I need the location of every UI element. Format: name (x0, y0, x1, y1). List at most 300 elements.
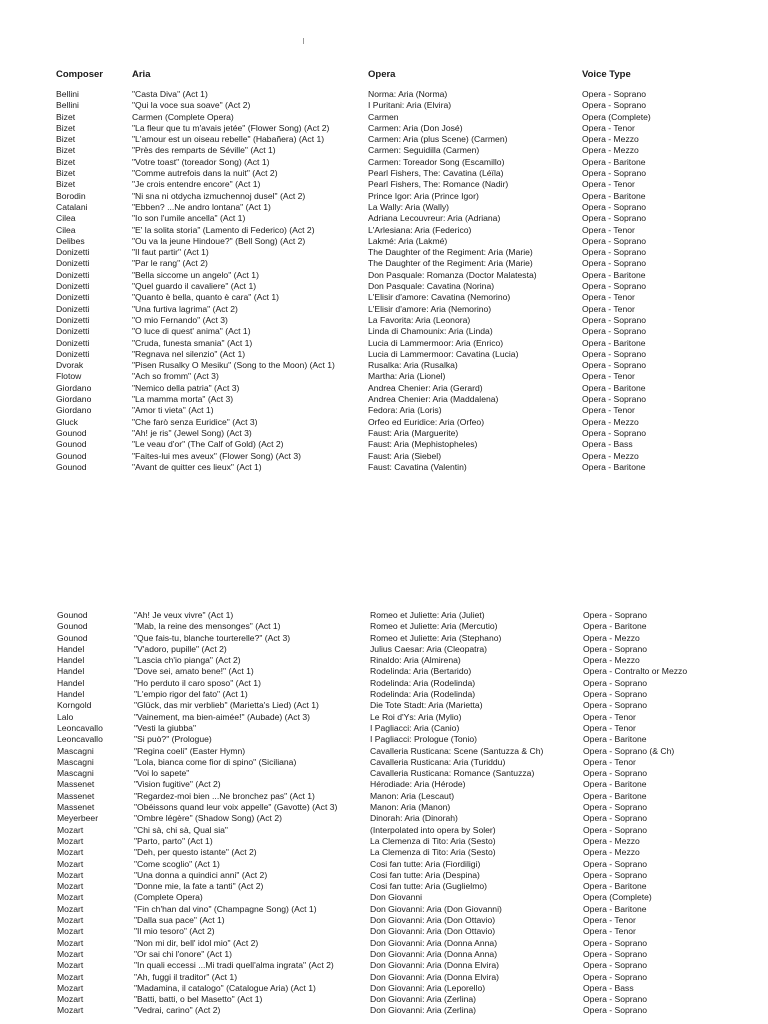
opera-cell: Rusalka: Aria (Rusalka) (368, 360, 458, 371)
voice-type-cell: Opera - Soprano (583, 768, 648, 779)
aria-cell: "Ou va la jeune Hindoue?" (Bell Song) (Act 2) (132, 235, 306, 246)
table-row (0, 836, 768, 847)
composer-cell: Gluck (56, 416, 78, 427)
table-row (0, 134, 768, 145)
table-row (0, 768, 768, 779)
table-row (0, 938, 768, 949)
opera-cell: Dinorah: Aria (Dinorah) (370, 813, 458, 824)
voice-type-cell: Opera - Tenor (582, 303, 635, 314)
table-row (0, 802, 768, 813)
voice-type-cell: Opera - Baritone (583, 881, 647, 892)
voice-type-cell: Opera - Soprano (582, 247, 647, 258)
voice-type-cell: Opera - Baritone (583, 621, 647, 632)
opera-cell: Le Roi d'Ys: Aria (Mylio) (370, 711, 462, 722)
table-row (0, 712, 768, 723)
table-row (0, 394, 768, 405)
opera-cell: Pearl Fishers, The: Cavatina (Léïla) (368, 168, 504, 179)
aria-cell: "Qui la voce sua soave" (Act 2) (132, 100, 251, 111)
voice-type-cell: Opera - Baritone (583, 790, 647, 801)
table-row (0, 451, 768, 462)
composer-cell: Massenet (57, 802, 95, 813)
composer-cell: Donizetti (56, 337, 90, 348)
opera-cell: Lucia di Lammermoor: Cavatina (Lucia) (368, 348, 519, 359)
table-row (0, 258, 768, 269)
aria-cell: "Mab, la reine des mensonges" (Act 1) (134, 621, 281, 632)
composer-cell: Mozart (57, 892, 84, 903)
composer-cell: Cilea (56, 213, 76, 224)
voice-type-cell: Opera - Tenor (583, 722, 636, 733)
voice-type-cell: Opera - Tenor (583, 711, 636, 722)
opera-cell: L'Arlesiana: Aria (Federico) (368, 224, 472, 235)
aria-cell: "Vesti la giubba" (134, 722, 197, 733)
voice-type-cell: Opera - Soprano (583, 971, 648, 982)
opera-cell: Faust: Aria (Siebel) (368, 450, 442, 461)
composer-cell: Gounod (57, 610, 88, 620)
composer-cell: Mozart (57, 858, 84, 869)
opera-cell: L'Elisir d'amore: Aria (Nemorino) (368, 303, 492, 314)
composer-cell: Mozart (57, 1005, 84, 1016)
composer-cell: Mozart (57, 824, 84, 835)
aria-cell: "Regina coeli" (Easter Hymn) (134, 745, 246, 756)
opera-cell: Cosi fan tutte: Aria (Guglielmo) (370, 881, 488, 892)
voice-type-cell: Opera - Baritone (582, 461, 646, 472)
table-row (0, 292, 768, 303)
opera-cell: Norma: Aria (Norma) (368, 89, 448, 99)
aria-cell: "Io son l'umile ancella" (Act 1) (132, 213, 246, 224)
opera-cell: Orfeo ed Euridice: Aria (Orfeo) (368, 416, 485, 427)
aria-cell: "V'adoro, pupille" (Act 2) (134, 643, 227, 654)
opera-cell: La Clemenza di Tito: Aria (Sesto) (370, 835, 496, 846)
voice-type-cell: Opera - Soprano (582, 427, 647, 438)
table-row (0, 383, 768, 394)
table-row (0, 315, 768, 326)
table-row (0, 666, 768, 677)
table-row (0, 915, 768, 926)
aria-cell: "Regnava nel silenzio" (Act 1) (132, 348, 246, 359)
composer-cell: Mozart (57, 994, 84, 1005)
opera-cell: Romeo et Juliette: Aria (Juliet) (370, 610, 485, 620)
composer-cell: Donizetti (56, 258, 90, 269)
opera-cell: Lucia di Lammermoor: Aria (Enrico) (368, 337, 504, 348)
table-row (0, 633, 768, 644)
opera-cell: Pearl Fishers, The: Romance (Nadir) (368, 179, 509, 190)
table-row (0, 700, 768, 711)
aria-cell: "L'empio rigor del fato" (Act 1) (134, 689, 248, 700)
voice-type-cell: Opera - Soprano (582, 314, 647, 325)
table-block-bottom (0, 610, 768, 1017)
voice-type-cell: Opera - Contralto or Mezzo (583, 666, 688, 677)
aria-cell: "Come scoglio" (Act 1) (134, 858, 220, 869)
opera-cell: Don Giovanni: Aria (Donna Elvira) (370, 960, 499, 971)
opera-cell: La Wally: Aria (Wally) (368, 201, 450, 212)
voice-type-cell: Opera - Soprano (583, 643, 648, 654)
voice-type-cell: Opera - Soprano (582, 201, 647, 212)
voice-type-cell: Opera - Soprano (583, 689, 648, 700)
composer-cell: Cilea (56, 224, 76, 235)
table-row (0, 734, 768, 745)
aria-cell: "Il mio tesoro" (Act 2) (134, 926, 215, 937)
composer-cell: Donizetti (56, 269, 90, 280)
composer-cell: Korngold (57, 700, 92, 711)
aria-cell: "Dalla sua pace" (Act 1) (134, 915, 225, 926)
voice-type-cell: Opera - Soprano (583, 948, 648, 959)
table-row (0, 1005, 768, 1016)
opera-cell: Carmen: Toreador Song (Escamillo) (368, 156, 505, 167)
voice-type-cell: Opera - Tenor (583, 756, 636, 767)
voice-type-cell: Opera - Soprano (582, 394, 647, 405)
opera-cell: Don Giovanni: Aria (Don Giovanni) (370, 903, 502, 914)
table-row (0, 157, 768, 168)
table-row (0, 179, 768, 190)
table-row (0, 371, 768, 382)
aria-cell: "Ho perduto il caro sposo" (Act 1) (134, 677, 261, 688)
opera-cell: Don Pasquale: Romanza (Doctor Malatesta) (368, 269, 537, 280)
table-row (0, 972, 768, 983)
aria-cell: "Si può?" (Prologue) (134, 734, 212, 745)
opera-cell: Fedora: Aria (Loris) (368, 405, 442, 416)
opera-cell: La Clemenza di Tito: Aria (Sesto) (370, 847, 496, 858)
voice-type-cell: Opera - Baritone (582, 337, 646, 348)
aria-cell: "Parto, parto" (Act 1) (134, 835, 213, 846)
opera-cell: Andrea Chenier: Aria (Maddalena) (368, 394, 499, 405)
composer-cell: Catalani (56, 201, 88, 212)
composer-cell: Flotow (56, 371, 82, 382)
opera-cell: Die Tote Stadt: Aria (Marietta) (370, 700, 483, 711)
aria-cell: "Pisen Rusalky O Mesiku" (Song to the Moon) (Act 1) (132, 360, 335, 371)
composer-cell: Mozart (57, 937, 84, 948)
composer-cell: Mozart (57, 835, 84, 846)
composer-cell: Mozart (57, 926, 84, 937)
table-row (0, 892, 768, 903)
table-row (0, 462, 768, 473)
voice-type-cell: Opera - Mezzo (583, 632, 640, 643)
table-row (0, 112, 768, 123)
aria-cell: "Casta Diva" (Act 1) (132, 89, 208, 99)
opera-cell: Don Giovanni: Aria (Don Ottavio) (370, 915, 496, 926)
table-row (0, 202, 768, 213)
composer-cell: Bellini (56, 100, 79, 111)
composer-cell: Dvorak (56, 360, 84, 371)
aria-cell: "Ach so fromm" (Act 3) (132, 371, 219, 382)
voice-type-cell: Opera - Soprano (582, 281, 647, 292)
opera-cell: I Pagliacci: Aria (Canio) (370, 722, 460, 733)
composer-cell: Mascagni (57, 745, 94, 756)
composer-cell: Mozart (57, 903, 84, 914)
table-row (0, 960, 768, 971)
table-row (0, 859, 768, 870)
table-row (0, 949, 768, 960)
composer-cell: Handel (57, 689, 85, 700)
aria-cell: "Par le rang" (Act 2) (132, 258, 208, 269)
opera-cell: Carmen: Aria (Don José) (368, 122, 463, 133)
table-row (0, 439, 768, 450)
voice-type-cell: Opera - Baritone (583, 734, 647, 745)
aria-cell: "Glück, das mir verblieb" (Marietta's Lied) (Act 1) (134, 700, 319, 711)
aria-cell: "Chi sà, chi sà, Qual sia" (134, 824, 228, 835)
composer-cell: Gounod (56, 450, 87, 461)
composer-cell: Gounod (56, 427, 87, 438)
opera-cell: Cavalleria Rusticana: Romance (Santuzza) (370, 768, 535, 779)
aria-cell: "Donne mie, la fate a tanti" (Act 2) (134, 881, 264, 892)
composer-cell: Giordano (56, 382, 92, 393)
scan-mark (303, 38, 304, 44)
aria-cell: "Una donna a quindici anni" (Act 2) (134, 869, 268, 880)
aria-cell: "Non mi dir, bell' idol mio" (Act 2) (134, 937, 259, 948)
composer-cell: Bizet (56, 156, 76, 167)
opera-cell: Cavalleria Rusticana: Aria (Turiddu) (370, 756, 506, 767)
aria-cell: "Ebben? ...Ne andro lontana" (Act 1) (132, 201, 271, 212)
opera-cell: Don Giovanni: Aria (Leporello) (370, 982, 486, 993)
voice-type-cell: Opera - Tenor (583, 915, 636, 926)
table-row (0, 825, 768, 836)
composer-cell: Mozart (57, 971, 84, 982)
voice-type-cell: Opera - Tenor (582, 405, 635, 416)
table-row (0, 168, 768, 179)
table-row (0, 225, 768, 236)
aria-cell: "Quanto è bella, quanto è cara" (Act 1) (132, 292, 280, 303)
table-row (0, 304, 768, 315)
composer-cell: Handel (57, 677, 85, 688)
composer-cell: Donizetti (56, 326, 90, 337)
composer-cell: Bizet (56, 145, 76, 156)
composer-cell: Gounod (56, 461, 87, 472)
voice-type-cell: Opera - Soprano (583, 802, 648, 813)
voice-type-cell: Opera - Soprano (583, 994, 648, 1005)
aria-cell: "Obéissons quand leur voix appelle" (Gavotte) (Act 3) (134, 802, 338, 813)
composer-cell: Gounod (56, 439, 87, 450)
voice-type-cell: Opera - Tenor (582, 224, 635, 235)
opera-cell: Martha: Aria (Lionel) (368, 371, 446, 382)
composer-cell: Giordano (56, 405, 92, 416)
opera-cell: Don Giovanni: Aria (Don Ottavio) (370, 926, 496, 937)
voice-type-cell: Opera - Baritone (582, 156, 646, 167)
voice-type-cell: Opera - Mezzo (582, 450, 639, 461)
composer-cell: Gounod (57, 621, 88, 632)
composer-cell: Bizet (56, 168, 76, 179)
opera-cell: Romeo et Juliette: Aria (Stephano) (370, 632, 502, 643)
opera-cell: Carmen: Aria (plus Scene) (Carmen) (368, 134, 508, 145)
aria-cell: "Voi lo sapete" (134, 768, 190, 779)
composer-cell: Lalo (57, 711, 74, 722)
aria-cell: "Che farò senza Euridice" (Act 3) (132, 416, 258, 427)
table-row (0, 926, 768, 937)
table-row (0, 610, 768, 621)
voice-type-cell: Opera - Soprano (583, 858, 648, 869)
table-row (0, 644, 768, 655)
composer-cell: Handel (57, 643, 85, 654)
composer-cell: Donizetti (56, 281, 90, 292)
voice-type-cell: Opera - Baritone (583, 779, 647, 790)
composer-cell: Bizet (56, 122, 76, 133)
composer-cell: Handel (57, 655, 85, 666)
table-row (0, 405, 768, 416)
aria-cell: "Que fais-tu, blanche tourterelle?" (Act 3) (134, 632, 291, 643)
composer-cell: Meyerbeer (57, 813, 99, 824)
opera-cell: Cosi fan tutte: Aria (Despina) (370, 869, 480, 880)
composer-cell: Mozart (57, 847, 84, 858)
voice-type-cell: Opera - Mezzo (582, 416, 639, 427)
table-row (0, 983, 768, 994)
voice-type-cell: Opera - Soprano (582, 360, 647, 371)
table-row (0, 247, 768, 258)
opera-cell: Linda di Chamounix: Aria (Linda) (368, 326, 493, 337)
aria-cell: "L'amour est un oiseau rebelle" (Habañera) (Act 1) (132, 134, 325, 145)
table-row (0, 123, 768, 134)
aria-cell: "Votre toast" (toreador Song) (Act 1) (132, 156, 270, 167)
header-aria: Aria (132, 69, 151, 80)
voice-type-cell: Opera - Bass (582, 439, 633, 450)
opera-cell: Rodelinda: Aria (Rodelinda) (370, 689, 476, 700)
table-row (0, 904, 768, 915)
table-block-top (0, 89, 768, 473)
composer-cell: Bizet (56, 111, 76, 122)
opera-cell: Faust: Aria (Marguerite) (368, 427, 459, 438)
composer-cell: Massenet (57, 779, 95, 790)
opera-cell: Don Pasquale: Cavatina (Norina) (368, 281, 495, 292)
voice-type-cell: Opera - Soprano (582, 326, 647, 337)
voice-type-cell: Opera - Mezzo (582, 134, 639, 145)
voice-type-cell: Opera - Soprano (582, 213, 647, 224)
voice-type-cell: Opera - Soprano (582, 235, 647, 246)
composer-cell: Giordano (56, 394, 92, 405)
table-row (0, 417, 768, 428)
opera-cell: Carmen: Seguidilla (Carmen) (368, 145, 480, 156)
table-row (0, 236, 768, 247)
opera-cell: Don Giovanni (370, 892, 423, 903)
opera-cell: Manon: Aria (Lescaut) (370, 790, 455, 801)
aria-cell: "In quali eccessi ...Mi tradi quell'alma ingrata" (Act 2) (134, 960, 334, 971)
opera-cell: Don Giovanni: Aria (Donna Elvira) (370, 971, 499, 982)
composer-cell: Leoncavallo (57, 722, 103, 733)
composer-cell: Donizetti (56, 348, 90, 359)
opera-cell: Don Giovanni: Aria (Donna Anna) (370, 937, 498, 948)
table-row (0, 326, 768, 337)
aria-cell: "Lascia ch'io pianga" (Act 2) (134, 655, 241, 666)
composer-cell: Mozart (57, 948, 84, 959)
composer-cell: Mascagni (57, 756, 94, 767)
table-row (0, 655, 768, 666)
composer-cell: Massenet (57, 790, 95, 801)
table-row (0, 213, 768, 224)
voice-type-cell: Opera - Mezzo (583, 847, 640, 858)
composer-cell: Mozart (57, 881, 84, 892)
voice-type-cell: Opera - Tenor (582, 179, 635, 190)
table-row (0, 281, 768, 292)
aria-cell: "La fleur que tu m'avais jetée" (Flower Song) (Act 2) (132, 122, 330, 133)
aria-cell: "Ah! je ris" (Jewel Song) (Act 3) (132, 427, 252, 438)
composer-cell: Donizetti (56, 303, 90, 314)
opera-cell: The Daughter of the Regiment: Aria (Marie) (368, 258, 533, 269)
aria-cell: "La mamma morta" (Act 3) (132, 394, 234, 405)
opera-cell: Faust: Aria (Mephistopheles) (368, 439, 478, 450)
opera-cell: Rinaldo: Aria (Almirena) (370, 655, 461, 666)
aria-cell: "Le veau d'or" (The Calf of Gold) (Act 2) (132, 439, 284, 450)
voice-type-cell: Opera - Soprano (583, 700, 648, 711)
table-row (0, 270, 768, 281)
voice-type-cell: Opera - Baritone (582, 382, 646, 393)
composer-cell: Bizet (56, 179, 76, 190)
aria-cell: "Batti, batti, o bel Masetto" (Act 1) (134, 994, 263, 1005)
aria-cell: "O mio Fernando" (Act 3) (132, 314, 228, 325)
composer-cell: Mozart (57, 960, 84, 971)
header-opera: Opera (368, 69, 396, 80)
voice-type-cell: Opera - Soprano (& Ch) (583, 745, 675, 756)
table-row (0, 779, 768, 790)
opera-cell: Don Giovanni: Aria (Zerlina) (370, 1005, 477, 1016)
aria-cell: "Ombre légère" (Shadow Song) (Act 2) (134, 813, 282, 824)
composer-cell: Handel (57, 666, 85, 677)
composer-cell: Gounod (57, 632, 88, 643)
aria-cell: "E' la solita storia" (Lamento di Federico) (Act 2) (132, 224, 315, 235)
voice-type-cell: Opera (Complete) (583, 892, 652, 903)
aria-cell: "Vainement, ma bien-aimée!" (Aubade) (Act 3) (134, 711, 310, 722)
composer-cell: Mozart (57, 869, 84, 880)
voice-type-cell: Opera - Bass (583, 982, 634, 993)
composer-cell: Donizetti (56, 292, 90, 303)
table-row (0, 191, 768, 202)
aria-cell: "Vedrai, carino" (Act 2) (134, 1005, 221, 1016)
composer-cell: Bellini (56, 89, 79, 99)
aria-cell: "Faites-lui mes aveux" (Flower Song) (Act 3) (132, 450, 301, 461)
composer-cell: Mascagni (57, 768, 94, 779)
aria-cell: "Madamina, il catalogo" (Catalogue Aria) (Act 1) (134, 982, 316, 993)
table-row (0, 723, 768, 734)
voice-type-cell: Opera - Baritone (582, 190, 646, 201)
voice-type-cell: Opera - Tenor (582, 122, 635, 133)
opera-cell: Prince Igor: Aria (Prince Igor) (368, 190, 479, 201)
table-row (0, 349, 768, 360)
composer-cell: Borodin (56, 190, 86, 201)
opera-cell: Manon: Aria (Manon) (370, 802, 451, 813)
aria-cell: "Je crois entendre encore" (Act 1) (132, 179, 261, 190)
opera-cell: Don Giovanni: Aria (Donna Anna) (370, 948, 498, 959)
voice-type-cell: Opera - Baritone (582, 269, 646, 280)
aria-cell: "Ah! Je veux vivre" (Act 1) (134, 610, 234, 620)
aria-cell: Carmen (Complete Opera) (132, 111, 234, 122)
table-row (0, 100, 768, 111)
aria-cell: (Complete Opera) (134, 892, 203, 903)
table-row (0, 813, 768, 824)
opera-cell: I Pagliacci: Prologue (Tonio) (370, 734, 477, 745)
composer-cell: Mozart (57, 982, 84, 993)
aria-cell: "Ni sna ni otdycha izmuchennoj dusel" (Act 2) (132, 190, 306, 201)
voice-type-cell: Opera - Soprano (582, 168, 647, 179)
voice-type-cell: Opera - Tenor (583, 926, 636, 937)
voice-type-cell: Opera - Tenor (582, 292, 635, 303)
aria-cell: "Una furtiva lagrima" (Act 2) (132, 303, 238, 314)
aria-cell: "Il faut partir" (Act 1) (132, 247, 209, 258)
aria-cell: "Près des remparts de Séville" (Act 1) (132, 145, 276, 156)
aria-cell: "Deh, per questo istante" (Act 2) (134, 847, 257, 858)
table-row (0, 89, 768, 100)
voice-type-cell: Opera - Soprano (583, 960, 648, 971)
aria-cell: "Lola, bianca come fior di spino" (Siciliana) (134, 756, 297, 767)
voice-type-cell: Opera - Tenor (582, 371, 635, 382)
opera-cell: La Favorita: Aria (Leonora) (368, 314, 471, 325)
table-row (0, 881, 768, 892)
opera-cell: Rodelinda: Aria (Bertarido) (370, 666, 472, 677)
table-row (0, 791, 768, 802)
opera-cell: Julius Caesar: Aria (Cleopatra) (370, 643, 488, 654)
table-row (0, 621, 768, 632)
voice-type-cell: Opera - Soprano (583, 677, 648, 688)
opera-cell: Don Giovanni: Aria (Zerlina) (370, 994, 477, 1005)
opera-cell: Lakmé: Aria (Lakmé) (368, 235, 448, 246)
table-row (0, 145, 768, 156)
table-row (0, 994, 768, 1005)
header-composer: Composer (56, 69, 103, 80)
voice-type-cell: Opera - Soprano (582, 348, 647, 359)
